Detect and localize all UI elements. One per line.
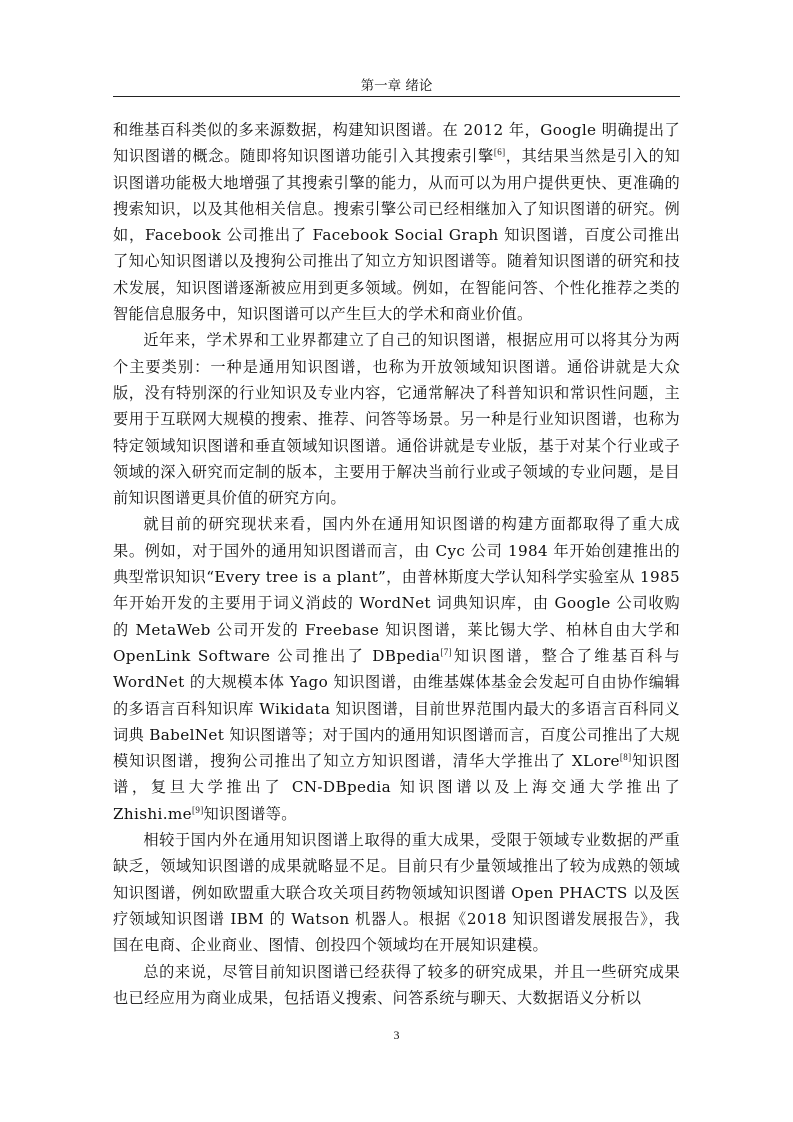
- page-number: 3: [393, 1028, 400, 1042]
- text-segment: 知识图谱等。: [203, 804, 297, 823]
- paragraph-1: [113, 117, 680, 327]
- body-text: [113, 117, 680, 1011]
- citation-8[interactable]: [8]: [619, 752, 632, 763]
- header-rule: [113, 96, 680, 97]
- citation-7[interactable]: [7]: [440, 646, 452, 657]
- citation-6[interactable]: [6]: [493, 147, 506, 158]
- text-segment: 近年来，学术界和工业界都建立了自己的知识图谱，根据应用可以将其分为两个主要类别：一种是通用知识图谱，也称为开放领域知识图谱。通俗讲就是大众版，没有特别深的行业知识及专业内容，它通常解决了科普知识和常识性问题，主要用于互联网大规模的搜索、推荐、问答等场景。另一种是行业知识图谱，也称为特定领域知识图谱和垂直领域知识图谱。通俗讲就是专业版，基于对某个行业或子领域的深入研究而定制的版本，主要用于解决当前行业或子领域的专业问题，是目前知识图谱更具价值的研究方向。: [113, 331, 680, 508]
- paragraph-3: [113, 511, 680, 827]
- text-segment: 相较于国内外在通用知识图谱上取得的重大成果，受限于领域专业数据的严重缺乏，领域知识图谱的成果就略显不足。目前只有少量领域推出了较为成熟的领域知识图谱，例如欧盟重大联合攻关项目药物领域知识图谱 Open PHACTS 以及医疗领域知识图谱 IBM 的 Watson 机器人。根据《2018 知识图谱发展报告》，我国在电商、企业商业、图情、创投四个领域均在开展知识建模。: [113, 831, 680, 955]
- text-segment: 就目前的研究现状来看，国内外在通用知识图谱的构建方面都取得了重大成果。例如，对于国外的通用知识图谱而言，由 Cyc 公司 1984 年开始创建推出的典型常识知识“Every tree is a plant”，由普林斯度大学认知科学实验室从 1985 年开始开发的主要用于词义消歧的 WordNet 词典知识库，由 Google 公司收购的 MetaWeb 公司开发的 Freebase 知识图谱，莱比锡大学、柏林自由大学和 OpenLink Software 公司推出了 DBpedia: [113, 515, 681, 665]
- running-header: 第一章 绪论: [360, 78, 433, 94]
- text-segment: 知识图谱，整合了维基百科与 WordNet 的大规模本体 Yago 知识图谱，由维基媒体基金会发起可自由协作编辑的多语言百科知识库 Wikidata 知识图谱，目前世界范围内最大的多语言百科同义词典 BabelNet 知识图谱等；对于国内的通用知识图谱而言，百度公司推出了大规模知识图谱，搜狗公司推出了知立方知识图谱，清华大学推出了 XLore: [113, 646, 680, 771]
- text-segment: ，其结果当然是引入的知识图谱功能极大地增强了其搜索引擎的能力，从而可以为用户提供更快、更准确的搜索知识，以及其他相关信息。搜索引擎公司已经相继加入了知识图谱的研究。例如，Facebook 公司推出了 Facebook Social Graph 知识图谱，百度公司推出了知心知识图谱以及搜狗公司推出了知立方知识图谱等。随着知识图谱的研究和技术发展，知识图谱逐渐被应用到更多领域。例如，在智能问答、个性化推荐之类的智能信息服务中，知识图谱可以产生巨大的学术和商业价值。: [113, 147, 680, 324]
- text-segment: 和维基百科类似的多来源数据，构建知识图谱。在 2012 年，Google 明确提出了知识图谱的概念。随即将知识图谱功能引入其搜索引擎: [113, 121, 680, 166]
- text-segment: 知识图谱，复旦大学推出了 CN-DBpedia 知识图谱以及上海交通大学推出了 Zhishi.me: [113, 752, 680, 823]
- paragraph-5: [113, 959, 680, 1012]
- text-segment: 总的来说，尽管目前知识图谱已经获得了较多的研究成果，并且一些研究成果也已经应用为商业成果，包括语义搜索、问答系统与聊天、大数据语义分析以: [113, 962, 680, 1007]
- citation-9[interactable]: [9]: [192, 804, 204, 815]
- paragraph-2: [113, 327, 680, 511]
- paragraph-4: [113, 827, 680, 958]
